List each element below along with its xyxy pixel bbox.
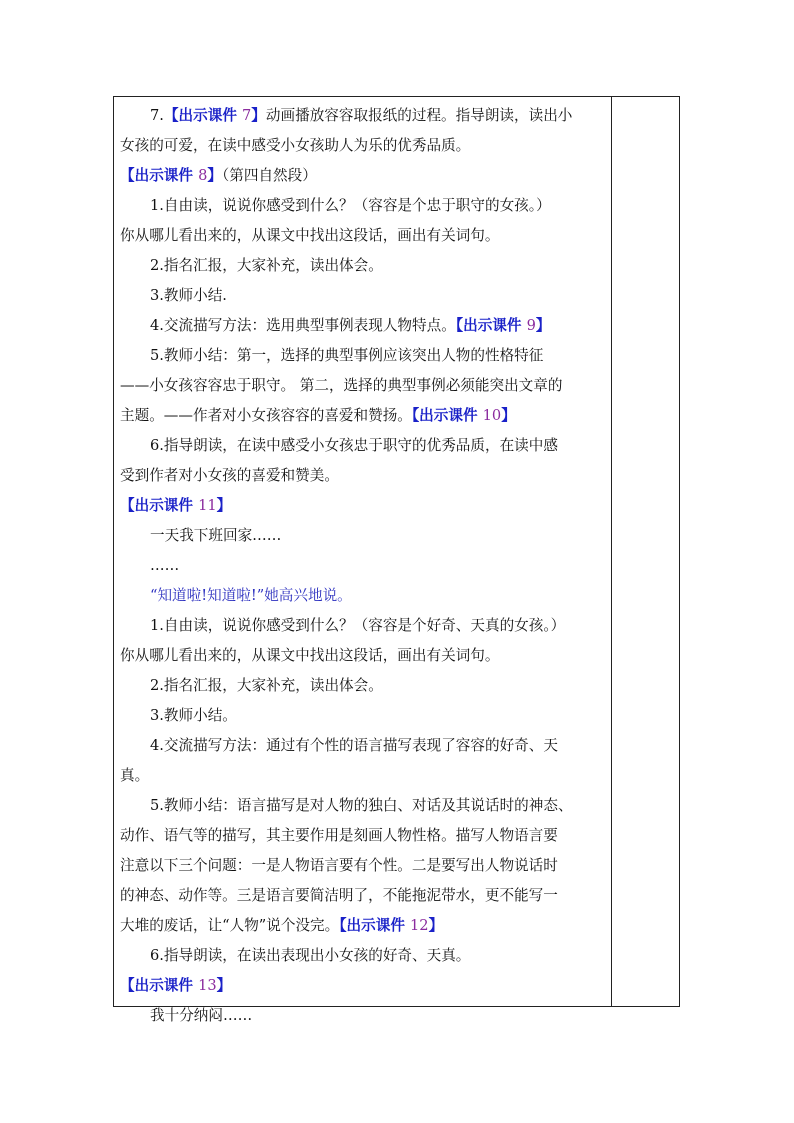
- text-segment: 受到作者对小女孩的喜爱和赞美。: [120, 467, 339, 484]
- text-line: [120, 884, 606, 914]
- courseware-tag: 】: [207, 167, 222, 184]
- text-segment: 我十分纳闷……: [150, 1007, 253, 1024]
- text-line: [120, 974, 606, 1004]
- text-segment: 你从哪儿看出来的，从课文中找出这段话，画出有关词句。: [120, 227, 500, 244]
- text-segment: 3.教师小结。: [150, 707, 237, 724]
- text-line: [120, 374, 606, 404]
- text-line: [120, 944, 606, 974]
- text-line: [120, 434, 606, 464]
- text-line: [120, 1004, 606, 1034]
- courseware-tag: 】: [428, 917, 444, 934]
- courseware-tag: 【出示课件: [411, 407, 483, 424]
- column-divider: [611, 96, 612, 1007]
- text-line: [120, 314, 606, 344]
- courseware-number: 13: [198, 977, 217, 994]
- text-segment: 女孩的可爱，在读中感受小女孩助人为乐的优秀品质。: [120, 137, 471, 154]
- text-line: [120, 524, 606, 554]
- text-segment: 一天我下班回家……: [150, 527, 282, 544]
- courseware-number: 8: [198, 167, 208, 184]
- courseware-tag: 【出示课件: [120, 167, 199, 184]
- text-line: [120, 464, 606, 494]
- text-segment: 注意以下三个问题：一是人物语言要有个性。二是要写出人物说话时: [120, 857, 558, 874]
- text-line: [120, 254, 606, 284]
- text-line: [120, 764, 606, 794]
- text-segment: 2.指名汇报，大家补充，读出体会。: [150, 677, 383, 694]
- text-segment: ——小女孩容容忠于职守。 第二，选择的典型事例必须能突出文章的: [120, 377, 563, 394]
- text-segment: 5.教师小结：语言描写是对人物的独白、对话及其说话时的神态、: [150, 797, 573, 814]
- courseware-tag: 】: [216, 497, 232, 514]
- text-segment: 6.指导朗读，在读出表现出小女孩的好奇、天真。: [150, 947, 471, 964]
- text-segment: 6.指导朗读，在读中感受小女孩忠于职守的优秀品质，在读中感: [150, 437, 558, 454]
- text-segment: 的神态、动作等。三是语言要简洁明了，不能拖泥带水，更不能写一: [120, 887, 558, 904]
- courseware-tag: 】: [501, 407, 516, 424]
- text-segment: 动作、语气等的描写，其主要作用是刻画人物性格。描写人物语言要: [120, 827, 558, 844]
- text-segment: 4.交流描写方法：选用典型事例表现人物特点。: [150, 317, 456, 334]
- text-line: [120, 134, 606, 164]
- text-line: [120, 194, 606, 224]
- text-line: [120, 104, 606, 134]
- courseware-tag: 】: [535, 317, 551, 334]
- text-line: [120, 674, 606, 704]
- text-line: [120, 404, 606, 434]
- text-line: [120, 344, 606, 374]
- text-line: [120, 494, 606, 524]
- text-line: [120, 704, 606, 734]
- text-segment: 4.交流描写方法：通过有个性的语言描写表现了容容的好奇、天: [150, 737, 558, 754]
- text-segment: 真。: [120, 767, 150, 784]
- text-segment: 主题。——作者对小女孩容容的喜爱和赞扬。: [120, 407, 412, 424]
- text-segment: “知道啦!知道啦!”她高兴地说。: [150, 587, 352, 604]
- courseware-tag: 【出示课件: [455, 317, 527, 334]
- text-segment: 3.教师小结.: [150, 287, 227, 304]
- text-line: [120, 164, 606, 194]
- text-line: [120, 824, 606, 854]
- text-line: [120, 284, 606, 314]
- text-segment: 7.: [150, 107, 164, 124]
- text-line: [120, 224, 606, 254]
- text-segment: ……: [150, 557, 180, 574]
- text-segment: 5.教师小结：第一，选择的典型事例应该突出人物的性格特征: [150, 347, 544, 364]
- courseware-tag: 】: [216, 977, 232, 994]
- text-line: [120, 794, 606, 824]
- text-segment: 1.自由读，说说你感受到什么？（容容是个好奇、天真的女孩。）: [150, 617, 566, 634]
- courseware-tag: 【出示课件: [120, 497, 199, 514]
- text-segment: 动画播放容容取报纸的过程。指导朗读，读出小: [265, 107, 573, 124]
- courseware-number: 9: [526, 317, 536, 334]
- courseware-tag: 【出示课件: [339, 917, 410, 934]
- text-line: [120, 584, 606, 614]
- courseware-number: 12: [410, 917, 429, 934]
- courseware-tag: 【出示课件: [120, 977, 199, 994]
- courseware-number: 10: [482, 407, 502, 424]
- courseware-tag: 】: [251, 107, 266, 124]
- courseware-number: 7: [242, 107, 252, 124]
- text-line: [120, 854, 606, 884]
- courseware-number: 11: [198, 497, 217, 514]
- lesson-content-cell: [120, 104, 606, 1034]
- text-segment: 2.指名汇报，大家补充，读出体会。: [150, 257, 383, 274]
- text-line: [120, 644, 606, 674]
- text-line: [120, 554, 606, 584]
- text-segment: 1.自由读，说说你感受到什么？（容容是个忠于职守的女孩。）: [150, 197, 551, 214]
- text-segment: 你从哪儿看出来的，从课文中找出这段话，画出有关词句。: [120, 647, 500, 664]
- text-line: [120, 914, 606, 944]
- text-segment: 大堆的废话，让“人物”说个没完。: [120, 917, 340, 934]
- text-line: [120, 734, 606, 764]
- text-segment: （第四自然段）: [221, 167, 317, 184]
- courseware-tag: 【出示课件: [163, 107, 242, 124]
- text-line: [120, 614, 606, 644]
